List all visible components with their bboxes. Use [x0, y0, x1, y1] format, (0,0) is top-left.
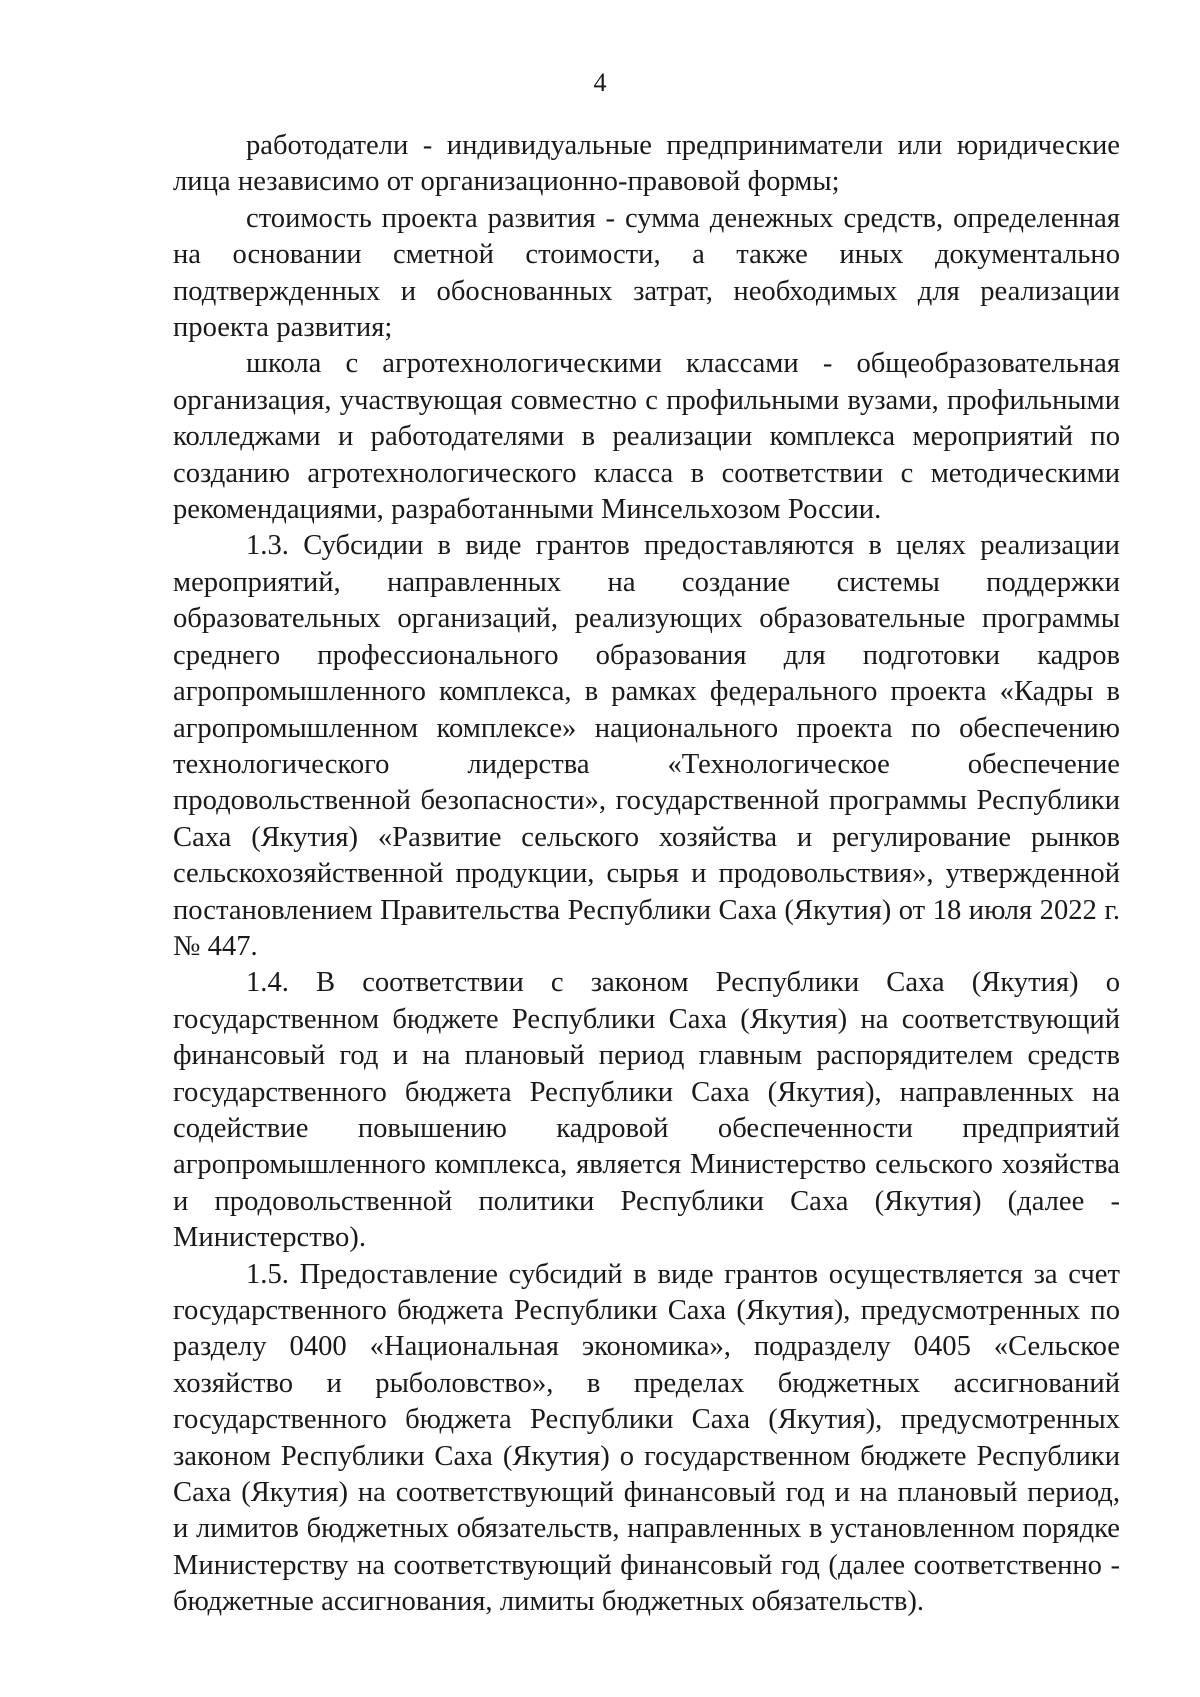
- clause-1-3: 1.3. Субсидии в виде грантов предоставляются в целях реализации мероприятий, направленных на создание системы поддержки образовательных организаций, реализующих образовательные программы среднего профессионального образования для подготовки кадров агропромышленного комплекса, в рамках федерального проекта «Кадры в агропромышленном комплексе» национального проекта по обеспечению технологического лидерства «Технологическое обеспечение продовольственной безопасности», государственной программы Республики Саха (Якутия) «Развитие сельского хозяйства и регулирование рынков сельскохозяйственной продукции, сырья и продовольствия», утвержденной постановлением Правительства Республики Саха (Якутия) от 18 июля 2022 г. № 447.: [173, 530, 1120, 962]
- clause-1-5: 1.5. Предоставление субсидий в виде грантов осуществляется за счет государственного бюджета Республики Саха (Якутия), предусмотренных по разделу 0400 «Национальная экономика», подразделу 0405 «Сельское хозяйство и рыболовство», в пределах бюджетных ассигнований государственного бюджета Республики Саха (Якутия), предусмотренных законом Республики Саха (Якутия) о государственном бюджете Республики Саха (Якутия) на соответствующий финансовый год и на плановый период, и лимитов бюджетных обязательств, направленных в установленном порядке Министерству на соответствующий финансовый год (далее соответственно - бюджетные ассигнования, лимиты бюджетных обязательств).: [173, 1258, 1120, 1618]
- page-number: 4: [593, 68, 607, 97]
- definition-project-cost: стоимость проекта развития - сумма денежных средств, определенная на основании сметной стоимости, а также иных документально подтвержденных и обоснованных затрат, необходимых для реализации проекта развития;: [173, 202, 1120, 344]
- clause-1-4: 1.4. В соответствии с законом Республики Саха (Якутия) о государственном бюджете Республики Саха (Якутия) на соответствующий финансовый год и на плановый период главным распорядителем средств государственного бюджета Республики Саха (Якутия), направленных на содействие повышению кадровой обеспеченности предприятий агропромышленного комплекса, является Министерство сельского хозяйства и продовольственной политики Республики Саха (Якутия) (далее - Министерство).: [173, 967, 1120, 1254]
- definition-agrotech-school: школа с агротехнологическими классами - общеобразовательная организация, участвующая совместно с профильными вузами, профильными колледжами и работодателями в реализации комплекса мероприятий по созданию агротехнологического класса в соответствии с методическими рекомендациями, разработанными Минсельхозом России.: [173, 348, 1120, 526]
- definition-employers: работодатели - индивидуальные предприниматели или юридические лица независимо от организационно-правовой формы;: [173, 130, 1120, 198]
- document-body: [173, 128, 1120, 1621]
